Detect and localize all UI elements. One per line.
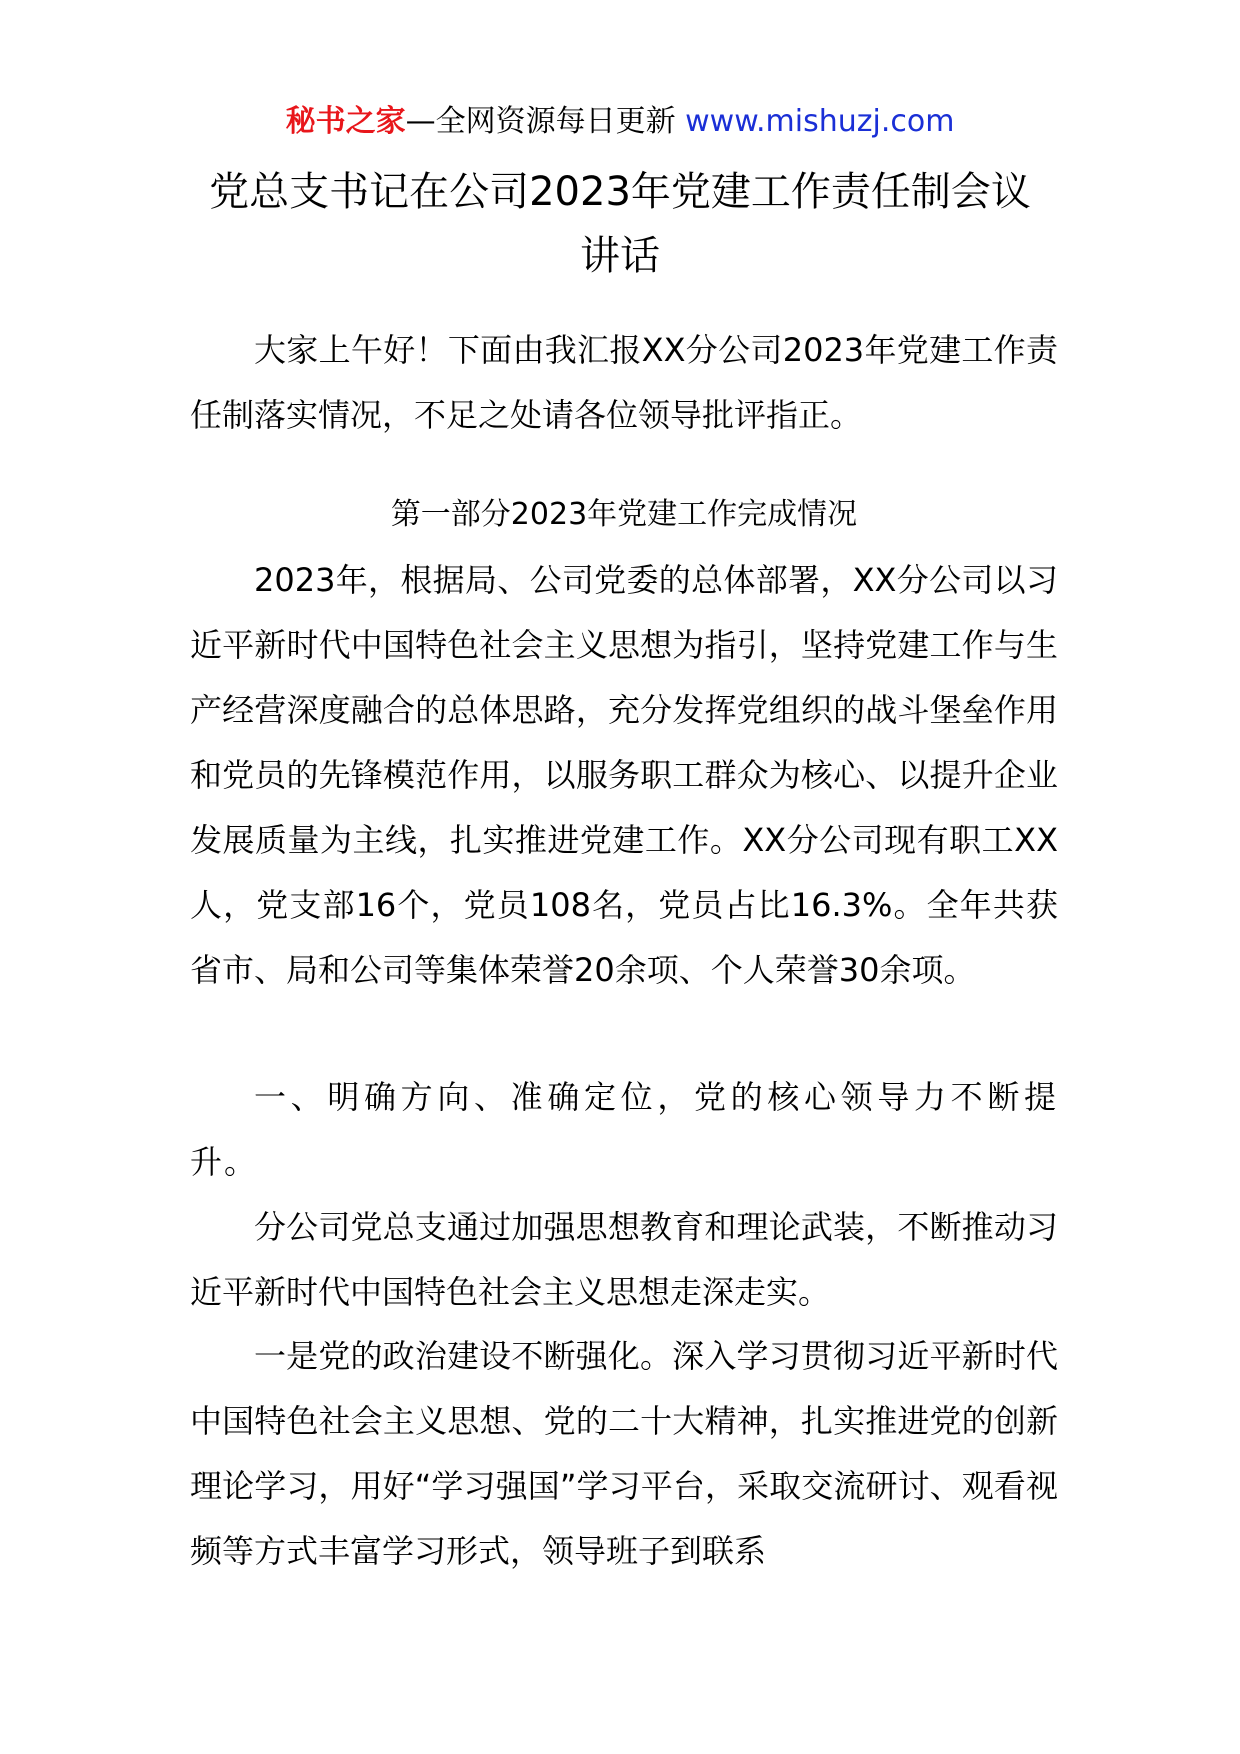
site-tagline: —全网资源每日更新 xyxy=(405,104,676,139)
intro-paragraph: 大家上午好！下面由我汇报XX分公司2023年党建工作责任制落实情况，不足之处请各位领导批评指正。 xyxy=(190,331,1058,434)
section-heading: 第一部分2023年党建工作完成情况 xyxy=(390,497,858,532)
subheading-1: 一、明确方向、准确定位，党的核心领导力不断提升。 xyxy=(190,1078,1058,1181)
body-paragraph-3: 一是党的政治建设不断强化。深入学习贯彻习近平新时代中国特色社会主义思想、党的二十大精神，扎实推进党的创新理论学习，用好“学习强国”学习平台，采取交流研讨、观看视频等方式丰富学习形式，领导班子到联系 xyxy=(190,1337,1058,1570)
body-paragraph-2: 分公司党总支通过加强思想教育和理论武装，不断推动习近平新时代中国特色社会主义思想走深走实。 xyxy=(190,1208,1058,1311)
site-url-link[interactable]: www.mishuzj.com xyxy=(685,104,955,139)
site-header xyxy=(0,102,1240,142)
body-paragraph-1: 2023年，根据局、公司党委的总体部署，XX分公司以习近平新时代中国特色社会主义思想为指引，坚持党建工作与生产经营深度融合的总体思路，充分发挥党组织的战斗堡垒作用和党员的先锋模范作用，以服务职工群众为核心、以提升企业发展质量为主线，扎实推进党建工作。XX分公司现有职工XX人，党支部16个，党员108名，党员占比16.3%。全年共获省市、局和公司等集体荣誉20余项、个人荣誉30余项。 xyxy=(190,561,1058,989)
document-title: 党总支书记在公司2023年党建工作责任制会议讲话 xyxy=(209,169,1031,279)
site-brand: 秘书之家 xyxy=(285,104,406,139)
